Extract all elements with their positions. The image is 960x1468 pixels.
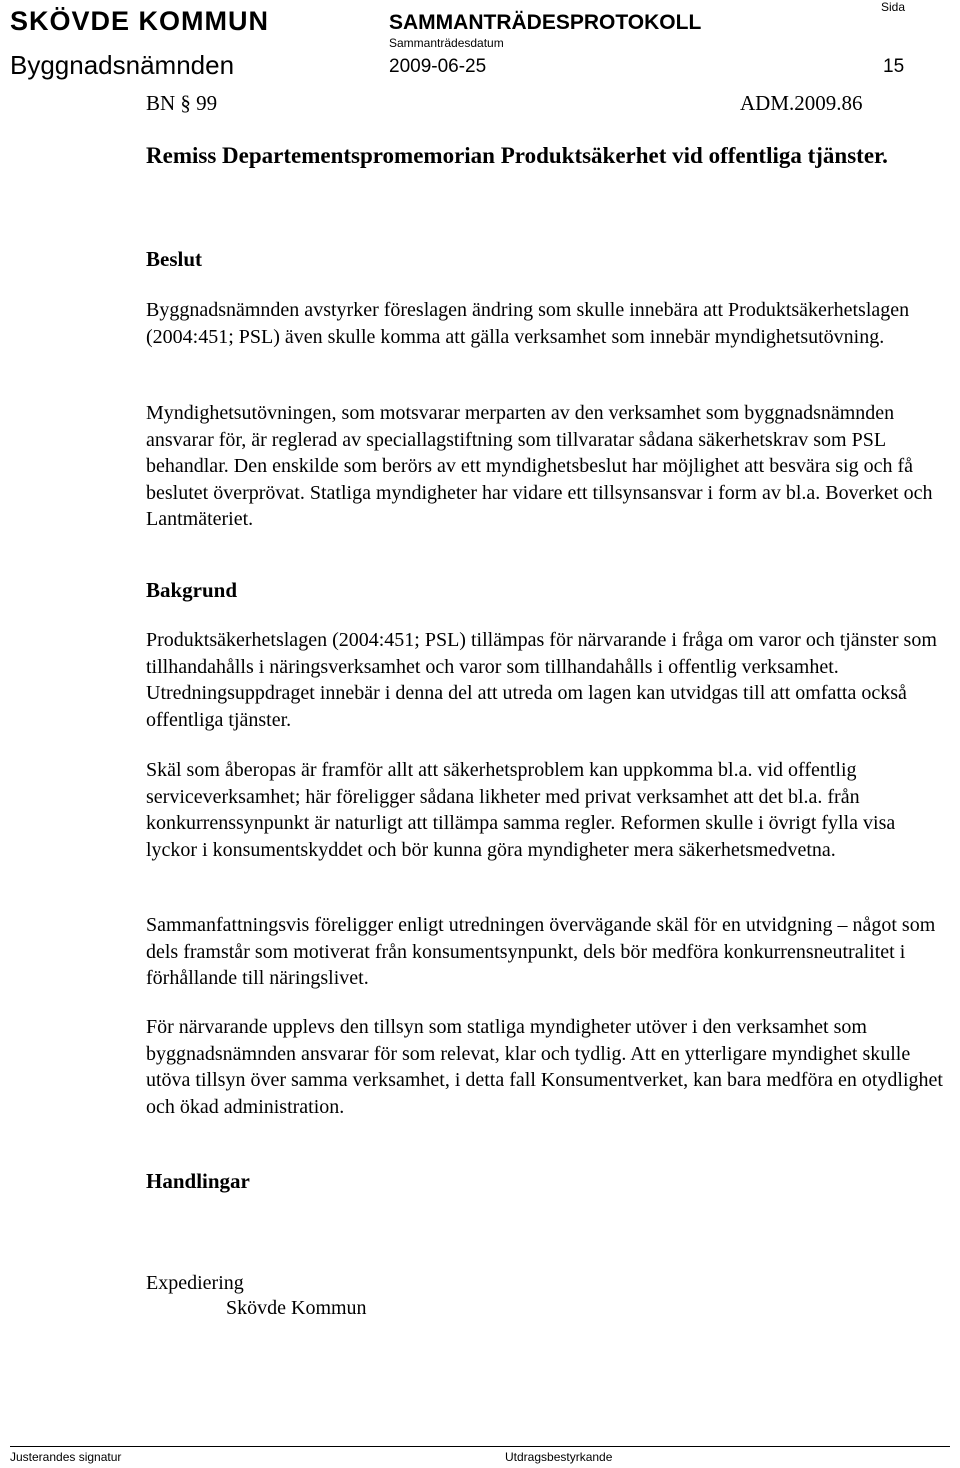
- section-heading-handlingar: Handlingar: [146, 1169, 250, 1193]
- page-label: Sida: [881, 0, 906, 14]
- section-heading-bakgrund: Bakgrund: [146, 578, 238, 602]
- beslut-paragraph-1: Byggnadsnämnden avstyrker föreslagen ändring som skulle innebära att Produktsäkerhetslagen (2004:451; PSL) även skulle komma att gälla verksamhet som innebär myndighetsutövning.: [146, 299, 910, 348]
- beslut-paragraph-2: Myndighetsutövningen, som motsvarar merparten av den verksamhet som byggnadsnämnden ansvarar för, är reglerad av speciallagstiftning som tillvaratar sådana säkerhetskrav som PSL behandlar. Den enskilde som berörs av ett myndighetsbeslut har möjlighet att besvära sig och få beslutet överprövat. Statliga myndigheter har vidare ett tillsynsansvar i form av bl.a. Boverket och Lantmäteriet.: [146, 402, 933, 530]
- document-title: Remiss Departementspromemorian Produktsäkerhet vid offentliga tjänster.: [146, 143, 888, 168]
- municipality-logo: SKÖVDE KOMMUN: [10, 6, 270, 36]
- footer-divider: [10, 1446, 950, 1447]
- page-number: 15: [883, 56, 905, 77]
- section-heading-beslut: Beslut: [146, 247, 203, 271]
- meeting-date-label: Sammanträdesdatum: [389, 36, 504, 50]
- expediering-label: Expediering: [146, 1272, 244, 1294]
- document-type: SAMMANTRÄDESPROTOKOLL: [389, 11, 702, 34]
- committee-name: Byggnadsnämnden: [10, 50, 235, 80]
- bakgrund-paragraph-4: För närvarande upplevs den tillsyn som statliga myndigheter utöver i den verksamhet som byggnadsnämnden ansvarar för som relevat, klar och tydlig. Att en ytterligare myndighet skulle utöva tillsyn över samma verksamhet, i detta fall Konsumentverket, kan bara medföra en otydlighet och ökad administration.: [146, 1016, 943, 1118]
- bakgrund-paragraph-3: Sammanfattningsvis föreligger enligt utredningen övervägande skäl för en utvidgning – något som dels framstår som motiverat från konsumentsynpunkt, dels bör medföra konkurrensneutralitet i förhållande till näringslivet.: [146, 914, 936, 989]
- bakgrund-paragraph-1: Produktsäkerhetslagen (2004:451; PSL) tillämpas för närvarande i fråga om varor och tjänster som tillhandahålls i näringsverksamhet och varor som tillhandahålls i offentlig verksamhet. Utredningsuppdraget innebär i denna del att utreda om lagen kan utvidgas till att omfatta också offentliga tjänster.: [146, 629, 937, 731]
- case-reference: ADM.2009.86: [740, 91, 863, 115]
- bakgrund-paragraph-2: Skäl som åberopas är framför allt att säkerhetsproblem kan uppkomma bl.a. vid offentlig serviceverksamhet; här föreligger sådana likheter med privat verksamhet att det bl.a. från konkurrenssynpunkt är naturligt att tillämpa samma regler. Reformen skulle i övrigt fylla visa lyckor i konsumentskyddet och bör kunna göra myndigheter mera säkerhetsmedvetna.: [146, 759, 896, 861]
- paragraph-id: BN § 99: [146, 91, 218, 115]
- signature-label: Justerandes signatur: [10, 1450, 122, 1464]
- meeting-date: 2009-06-25: [389, 56, 487, 77]
- certification-label: Utdragsbestyrkande: [505, 1450, 613, 1464]
- expediering-recipient: Skövde Kommun: [226, 1297, 367, 1319]
